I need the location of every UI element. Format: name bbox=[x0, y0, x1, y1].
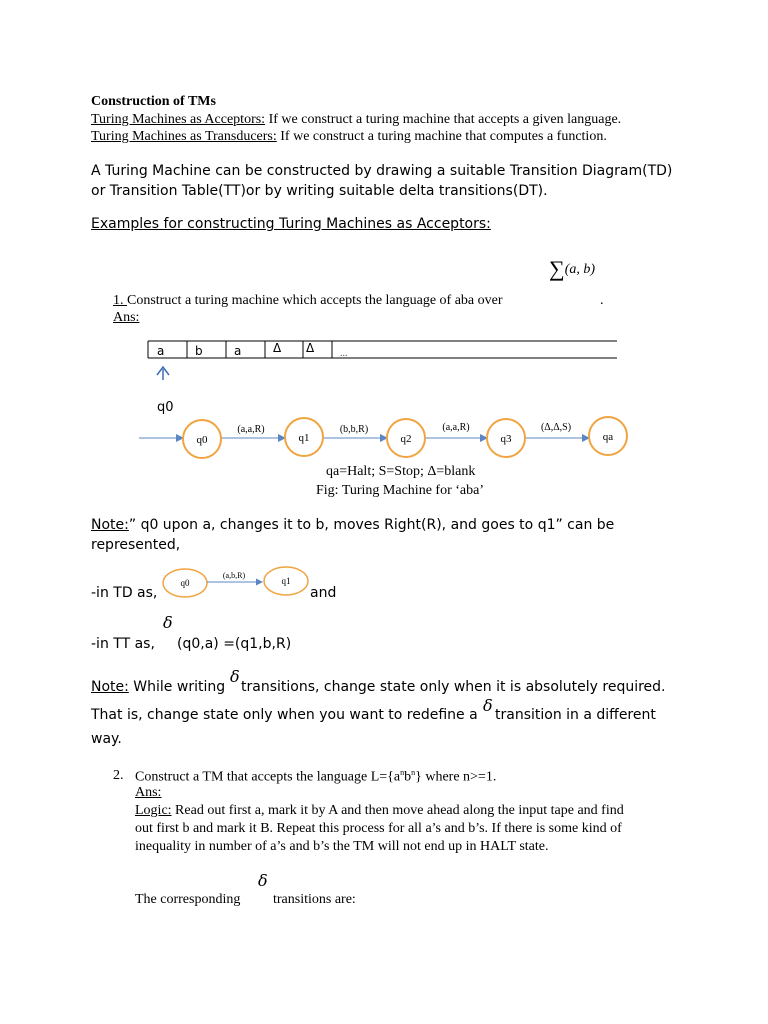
tape-cell: Δ bbox=[273, 341, 282, 355]
logic-line-2: out first b and mark it B. Repeat this process for all a’s and b’s. If there is some kind of bbox=[135, 821, 622, 836]
note-2-line-2b: transition in a different bbox=[495, 707, 656, 723]
sigma-symbol: ∑ bbox=[549, 256, 565, 281]
state-label: q1 bbox=[298, 432, 310, 444]
tape-cell: Δ bbox=[306, 341, 315, 355]
note-2-part-2: transitions, change state only when it is absolutely required. bbox=[241, 679, 666, 695]
state-label: q3 bbox=[500, 433, 512, 445]
head-label: q0 bbox=[157, 400, 174, 415]
note-2-label: Note: bbox=[91, 679, 129, 695]
corresponding-before: The corresponding bbox=[135, 892, 241, 907]
tt-expression: (q0,a) =(q1,b,R) bbox=[177, 636, 292, 652]
page-title: Construction of TMs bbox=[91, 94, 216, 109]
example-2-text-after: } where n>=1. bbox=[415, 769, 497, 785]
transducers-text: If we construct a turing machine that computes a function. bbox=[276, 129, 607, 144]
intro-line-1: A Turing Machine can be constructed by drawing a suitable Transition Diagram(TD) bbox=[91, 163, 673, 179]
tt-prefix: -in TT as, bbox=[91, 636, 155, 652]
state-diagram bbox=[135, 412, 635, 468]
tape-cell: ... bbox=[340, 348, 348, 359]
note-2-delta-1: δ bbox=[230, 667, 240, 686]
example-2-line bbox=[135, 768, 496, 786]
tt-delta-symbol: δ bbox=[163, 613, 173, 632]
example-1-ans: Ans: bbox=[113, 310, 140, 325]
example-2-mid: b bbox=[404, 769, 412, 785]
transition-label: (b,b,R) bbox=[339, 424, 369, 435]
note-1-line-2: represented, bbox=[91, 537, 181, 553]
example-2-sup-2: n bbox=[411, 768, 416, 777]
sigma-set: (a, b) bbox=[564, 262, 596, 277]
example-1-tail: . bbox=[600, 293, 604, 308]
logic-line-1 bbox=[135, 803, 624, 819]
td-prefix: -in TD as, bbox=[91, 585, 158, 601]
note-1-line-1 bbox=[91, 517, 614, 533]
transducers-definition bbox=[91, 129, 607, 145]
acceptors-term: Turing Machines as Acceptors: bbox=[91, 112, 266, 127]
example-2-sup-1: n bbox=[400, 768, 405, 777]
state-label: q0 bbox=[196, 434, 208, 446]
intro-line-2: or Transition Table(TT)or by writing suitable delta transitions(DT). bbox=[91, 183, 548, 199]
corresponding-after: transitions are: bbox=[273, 892, 356, 907]
td-diagram bbox=[160, 565, 310, 601]
state-label: q2 bbox=[400, 433, 412, 445]
example-2-ans: Ans: bbox=[135, 785, 162, 800]
note-2-delta-2: δ bbox=[483, 696, 493, 715]
td-from-label: q0 bbox=[180, 578, 190, 588]
tape-cell: a bbox=[234, 344, 242, 358]
state-label: qa bbox=[602, 431, 614, 443]
logic-line-3: inequality in number of a’s and b’s the TM will not end up in HALT state. bbox=[135, 839, 549, 854]
note-2-line-3: way. bbox=[91, 731, 122, 747]
note-2-line-2a: That is, change state only when you want to redefine a bbox=[91, 707, 478, 723]
examples-heading-text: Examples for constructing Turing Machines as Acceptors: bbox=[91, 216, 491, 232]
td-suffix: and bbox=[310, 585, 337, 601]
tape-cell: a bbox=[157, 344, 165, 358]
transition-label: (a,a,R) bbox=[237, 424, 265, 435]
example-1-text: Construct a turing machine which accepts the language of aba over bbox=[127, 293, 503, 308]
transition-label: (a,a,R) bbox=[442, 422, 470, 433]
logic-label: Logic: bbox=[135, 803, 172, 818]
example-1-number: 1. bbox=[113, 293, 127, 308]
note-1-label: Note: bbox=[91, 517, 129, 533]
logic-text-1: Read out first a, mark it by A and then move ahead along the input tape and find bbox=[171, 803, 624, 818]
diagram-legend: qa=Halt; S=Stop; Δ=blank bbox=[326, 464, 476, 479]
note-1-text: ” q0 upon a, changes it to b, moves Right(R), and goes to q1” can be bbox=[128, 517, 615, 533]
acceptors-text: If we construct a turing machine that accepts a given language. bbox=[265, 112, 622, 127]
corresponding-delta: δ bbox=[258, 871, 268, 890]
transducers-term: Turing Machines as Transducers: bbox=[91, 129, 277, 144]
td-to-label: q1 bbox=[281, 576, 291, 586]
sigma-expression bbox=[549, 256, 595, 282]
td-transition-label: (a,b,R) bbox=[222, 571, 246, 580]
note-2-part-1: While writing bbox=[128, 679, 226, 695]
diagram-caption: Fig: Turing Machine for ‘aba’ bbox=[316, 483, 484, 498]
example-2-number: 2. bbox=[113, 768, 124, 783]
example-1-line bbox=[113, 293, 503, 309]
tape-cell: b bbox=[195, 344, 203, 358]
examples-heading bbox=[91, 216, 491, 232]
note-2-line-1 bbox=[91, 679, 225, 695]
transition-label: (Δ,Δ,S) bbox=[540, 422, 572, 433]
example-2-text-before: Construct a TM that accepts the language L={a bbox=[135, 769, 401, 785]
acceptors-definition bbox=[91, 112, 621, 128]
